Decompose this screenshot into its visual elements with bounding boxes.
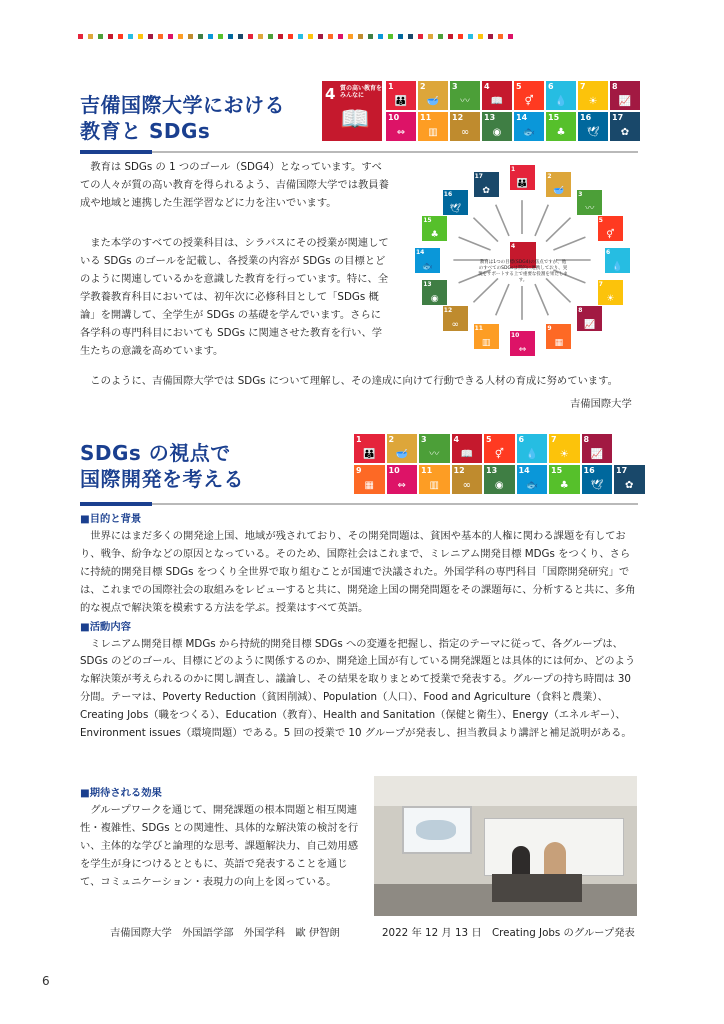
sdg-goal-tile <box>610 112 640 141</box>
projector-screen <box>402 806 472 854</box>
flower-icon: ✿ <box>625 480 634 491</box>
sdg-goal-tile <box>582 465 613 494</box>
sdg-goal-tile <box>452 434 483 463</box>
sdg-goal-number: 2 <box>388 435 395 444</box>
sdg-goal-number: 17 <box>616 466 628 475</box>
city-icon: ▥ <box>481 338 491 349</box>
body-effects: グループワークを通じて、開発課題の根本問題と相互関連性・複雑性、SDGs との関連性、具体的な解決策の検討を行い、主体的な学びと論理的な思考、課題解決力、自己効用感を学生が身につけるとともに、英語で発表することを通じて、コミュニケーション・表現力の向上を図っている。 <box>80 804 359 888</box>
diagram-arrow <box>459 237 491 250</box>
sdg-goal-number: 17 <box>612 113 624 122</box>
diagram-goal-tile <box>474 172 499 197</box>
flower-icon: ✿ <box>482 185 490 196</box>
color-dot <box>88 34 93 39</box>
eye-icon: ◉ <box>430 293 439 304</box>
sdg-goal-number: 3 <box>421 435 427 444</box>
fish-icon: 🐟 <box>525 480 538 491</box>
sdg-circle-diagram <box>402 160 638 368</box>
diagram-goal-number: 7 <box>598 280 603 288</box>
diagram-arrow <box>473 218 497 242</box>
city-icon: ▥ <box>428 127 438 138</box>
diagram-goal-number: 1 <box>511 166 516 174</box>
diagram-goal-number: 13 <box>423 280 432 288</box>
sdg-goal-tile <box>578 112 608 141</box>
color-dot <box>138 34 143 39</box>
sdg-goal-number: 1 <box>388 82 394 91</box>
sun-icon: ☀ <box>588 96 598 107</box>
diagram-goal-number: 12 <box>443 307 453 315</box>
dove-icon: 🕊 <box>449 203 461 214</box>
section1-paragraph3: このように、吉備国際大学では SDGs について理解し、その達成に向けて行動できる人材の育成に努めています。 <box>90 375 618 387</box>
diagram-arrow <box>535 284 548 315</box>
color-dot <box>388 34 393 39</box>
tree-icon: ♣ <box>559 480 569 491</box>
color-dot <box>408 34 413 39</box>
color-dot <box>468 34 473 39</box>
diagram-goal-tile <box>577 190 602 215</box>
color-dot <box>228 34 233 39</box>
diagram-goal-tile <box>443 306 468 331</box>
sdg-goal-number: 14 <box>518 466 530 475</box>
sdg-goal-tile <box>419 434 450 463</box>
color-dot <box>488 34 493 39</box>
lectern-desk <box>492 874 582 902</box>
blocks-icon: ▦ <box>364 480 374 491</box>
heading-effects: ■期待される効果 <box>80 787 162 799</box>
bowl-icon: 🥣 <box>553 185 565 196</box>
heading-activities: ■活動内容 <box>80 620 131 633</box>
diagram-goal-number: 6 <box>606 249 611 256</box>
sun-icon: ☀ <box>559 449 569 460</box>
color-dot <box>378 34 383 39</box>
body-purpose: 世界にはまだ多くの開発途上国、地域が残されており、その開発問題は、貧困や基本的人権に関わる課題を有しており、戦争、紛争などの原因となっている。そのため、国際社会はこれまで、ミレニアム開発目標 MDGs をつくり、さらに持続的開発目標 SDGs をつくり全世界で取り組むことが国連で決議された。外国学科の専門科目「国際開発研究」では、これまでの国際社会の取組みをレビューすると共に、開発途上国の開発問題をその課題毎に、分析すると共に、多角的な視点で解決策を模索する方法を学ぶ。授業はすべて英語。 <box>80 530 636 614</box>
sdg-goal-number: 7 <box>551 435 557 444</box>
diagram-arrow <box>553 237 585 250</box>
eye-icon: ◉ <box>492 127 502 138</box>
color-dot <box>208 34 213 39</box>
tree-icon: ♣ <box>430 230 439 241</box>
section2-sdg-grid <box>354 434 645 494</box>
sdg-goal-tile <box>418 112 448 141</box>
sdg-goal-number: 12 <box>453 466 465 475</box>
color-dot <box>318 34 323 39</box>
sdg-goal-tile <box>549 465 580 494</box>
book-icon: 📖 <box>340 105 370 133</box>
sdg-goal-tile <box>386 112 416 141</box>
diagram-goal-tile <box>546 172 571 197</box>
sdg-color-dots <box>78 34 513 39</box>
sdg-goal-tile <box>549 434 580 463</box>
diagram-goal-tile <box>598 216 623 241</box>
sun-icon: ☀ <box>606 293 615 304</box>
section2-credit: 吉備国際大学 外国語学部 外国学科 歐 伊智朗 <box>110 927 340 939</box>
color-dot <box>458 34 463 39</box>
people-icon: 👪 <box>516 179 529 190</box>
color-dot <box>508 34 513 39</box>
sdg-goal-tile <box>610 81 640 110</box>
flower-icon: ✿ <box>620 127 630 138</box>
color-dot <box>358 34 363 39</box>
diagram-goal-tile <box>510 331 535 356</box>
diagram-goal-number: 11 <box>474 325 483 333</box>
sdg-goal-tile <box>546 81 576 110</box>
featured-goal-label: 質の高い教育を みんなに <box>340 85 383 99</box>
bowl-icon: 🥣 <box>426 96 440 107</box>
diagram-goal-number: 16 <box>443 190 453 198</box>
color-dot <box>268 34 273 39</box>
color-dot <box>438 34 443 39</box>
sdg-goal-number: 2 <box>420 82 426 91</box>
equal-icon: ⇔ <box>397 480 406 491</box>
sdg-goal-tile <box>419 465 450 494</box>
diagram-goal-tile <box>510 165 535 190</box>
diagram-arrow <box>535 205 548 236</box>
diagram-goal-tile <box>422 280 447 305</box>
sdg-goal-tile <box>517 434 548 463</box>
class-presentation-photo <box>374 776 637 916</box>
diagram-goal-number: 9 <box>547 325 552 333</box>
color-dot <box>98 34 103 39</box>
sdg-goal-number: 10 <box>388 466 400 475</box>
sdg-goal-number: 11 <box>420 113 432 122</box>
sdg-goal-number: 7 <box>580 82 586 91</box>
sdg-goal-number: 6 <box>518 435 525 444</box>
sdg-goal-number: 1 <box>356 435 362 444</box>
diagram-goal-number: 17 <box>474 172 483 180</box>
diagram-goal-tile <box>422 216 447 241</box>
diagram-goal-number: 8 <box>578 307 583 315</box>
diagram-goal-number: 15 <box>423 217 432 225</box>
sdg-goal-number: 15 <box>548 113 560 122</box>
heartbeat-icon: 〰 <box>429 449 440 460</box>
sdg-goal-number: 6 <box>548 82 554 91</box>
color-dot <box>108 34 113 39</box>
fish-icon: 🐟 <box>421 262 434 272</box>
city-icon: ▥ <box>429 480 439 491</box>
color-dot <box>348 34 353 39</box>
diagram-arrow <box>546 218 570 242</box>
photo-caption: 2022 年 12 月 13 日 Creating Jobs のグループ発表 <box>382 927 635 939</box>
sdg-goal-number: 4 <box>484 82 490 91</box>
section1-sdg-banner <box>322 81 638 141</box>
color-dot <box>448 34 453 39</box>
page-number: 6 <box>42 974 50 988</box>
sdg-goal-tile <box>354 465 385 494</box>
diagram-goal-number: 2 <box>547 172 552 180</box>
water-icon: 💧 <box>611 262 624 272</box>
sdg-goal-tile <box>452 465 483 494</box>
section2-underline <box>80 503 638 505</box>
diagram-goal-number: 5 <box>598 217 603 225</box>
growth-icon: 📈 <box>584 320 596 331</box>
infinity-icon: ∞ <box>462 480 471 491</box>
growth-icon: 📈 <box>590 449 603 460</box>
gender-icon: ⚥ <box>524 96 534 107</box>
color-dot <box>188 34 193 39</box>
color-dot <box>118 34 123 39</box>
sdg-goal-number: 15 <box>551 466 563 475</box>
bowl-icon: 🥣 <box>395 449 408 460</box>
color-dot <box>238 34 243 39</box>
body-activities: ミレニアム開発目標 MDGs から持続的開発目標 SDGs への変遷を把握し、指定のテーマに従って、各グループは、SDGs のどのゴール、目標にどのように関係するのか、開発途上国が有している開発課題とは具体的には何か、どのような解決策が考えられるのかに関し調査し、議論し、その結果を取りまとめて授業で発表する。グループの持ち時間は 30 分間。テーマは、Poverty Reduction（貧困削減）、Population（人口）、Food and Agriculture（食料と農業）、Creating Jobs（職をつくる）、Education（教育）、Health and Sanitation（保健と衛生）、Energy（エネルギー）、Environment issues（環境問題）である。5 回の授業で 10 グループが発表し、担当教員より講評と補足説明がある。 <box>80 637 636 740</box>
sdg-goal-tile <box>517 465 548 494</box>
section1-credit: 吉備国際大学 <box>570 398 632 410</box>
sdg-goal-number: 10 <box>388 113 400 122</box>
color-dot <box>168 34 173 39</box>
eye-icon: ◉ <box>494 480 504 491</box>
sdg-goal-number: 5 <box>486 435 492 444</box>
section1-paragraph1: 教育は SDGs の 1 つのゴール（SDG4）となっています。すべての人々が質の高い教育を得られるよう、吉備国際大学では教員養成や地域と連携した生涯学習などに力を注いでいます。 <box>80 161 389 209</box>
sdg-goal-tile <box>482 81 512 110</box>
gender-icon: ⚥ <box>606 230 615 241</box>
sdg-goal-tile <box>514 81 544 110</box>
color-dot <box>178 34 183 39</box>
heartbeat-icon: 〰 <box>585 203 595 214</box>
diagram-goal-tile <box>474 324 499 349</box>
sdg-goal-number: 8 <box>612 82 618 91</box>
gender-icon: ⚥ <box>494 449 504 460</box>
sdg-goal-number: 3 <box>452 82 458 91</box>
diagram-goal-tile <box>546 324 571 349</box>
sdg-goal-tile <box>582 434 613 463</box>
diagram-goal-number: 10 <box>511 331 520 339</box>
diagram-goal-number: 3 <box>578 190 583 198</box>
section1-paragraph2: また本学のすべての授業科目は、シラバスにその授業が関連している SDGs のゴールを記載し、各授業の内容が SDGs の目標とどのように関連しているかを意識した教育を行っています。特に、全学教養教育科目においては、初年次に必修科目として「SDGs 概論」を開講して、全学生が SDGs の基礎を学んでいます。さらに各学科の専門科目においても SDGs に関連させた教育を行い、学生たちの意識を高めています。 <box>80 237 389 357</box>
heading-purpose: ■目的と背景 <box>80 513 142 525</box>
diagram-goal-tile <box>443 190 468 215</box>
color-dot <box>418 34 423 39</box>
color-dot <box>428 34 433 39</box>
sdg-goal-tile <box>514 112 544 141</box>
color-dot <box>338 34 343 39</box>
diagram-center-goal: 4 <box>510 242 536 268</box>
sdg-goal-number: 13 <box>486 466 498 475</box>
sdg-goal-number: 8 <box>583 435 590 444</box>
growth-icon: 📈 <box>618 96 632 107</box>
color-dot <box>288 34 293 39</box>
sdg-goal-number: 12 <box>452 113 464 122</box>
color-dot <box>398 34 403 39</box>
sdg-goal-tile <box>450 81 480 110</box>
sdg-goal-number: 5 <box>516 82 522 91</box>
sdg-goal-number: 9 <box>356 466 362 475</box>
diagram-goal-number: 14 <box>415 249 425 256</box>
diagram-goal-tile <box>415 248 440 273</box>
sdg-goal-tile <box>546 112 576 141</box>
sdg-goal-number: 13 <box>484 113 496 122</box>
sdg-goal-tile <box>387 434 418 463</box>
section1-underline <box>80 151 638 153</box>
color-dot <box>368 34 373 39</box>
sdg-goal-tile <box>450 112 480 141</box>
sdg-goal-tile <box>354 434 385 463</box>
diagram-goal-tile <box>577 306 602 331</box>
color-dot <box>308 34 313 39</box>
sdg-goal-tile <box>387 465 418 494</box>
diagram-center-text: 教育は1つの目標(SDG4)の焦点ですが、他のすべてのSDGsは質的に連携しており、実現をサポートする上で重要な役割を果たします。 <box>478 260 568 283</box>
sdg-goal-number: 4 <box>453 435 460 444</box>
featured-goal-tile <box>322 81 382 141</box>
section1-title-line1: 吉備国際大学における <box>80 93 285 117</box>
diagram-arrow <box>496 284 509 315</box>
sdg-goal-tile <box>484 434 515 463</box>
diagram-arrow <box>496 205 509 236</box>
sdg-goal-number: 14 <box>516 113 528 122</box>
color-dot <box>248 34 253 39</box>
blocks-icon: ▦ <box>554 338 564 349</box>
sdg-goal-tile <box>386 81 416 110</box>
section2-title-line2: 国際開発を考える <box>80 467 244 491</box>
color-dot <box>198 34 203 39</box>
heartbeat-icon: 〰 <box>460 96 470 107</box>
section2-title <box>80 440 244 492</box>
equal-icon: ⇔ <box>396 127 406 138</box>
color-dot <box>78 34 83 39</box>
sdg-goal-tile <box>484 465 515 494</box>
sdg-goal-tile <box>482 112 512 141</box>
people-icon: 👪 <box>363 449 376 460</box>
color-dot <box>328 34 333 39</box>
section2-effects <box>80 784 362 892</box>
dove-icon: 🕊 <box>586 127 600 138</box>
water-icon: 💧 <box>554 96 568 107</box>
infinity-icon: ∞ <box>451 320 460 331</box>
sdg-goal-number: 16 <box>580 113 592 122</box>
diagram-goal-tile <box>598 280 623 305</box>
color-dot <box>298 34 303 39</box>
color-dot <box>498 34 503 39</box>
featured-goal-number: 4 <box>325 85 336 103</box>
section1-title <box>80 92 285 144</box>
book-icon: 📖 <box>460 449 473 460</box>
fish-icon: 🐟 <box>522 127 536 138</box>
color-dot <box>218 34 223 39</box>
equal-icon: ⇔ <box>518 344 527 355</box>
sdg-goal-tile <box>418 81 448 110</box>
book-icon: 📖 <box>490 96 504 107</box>
tree-icon: ♣ <box>556 127 566 138</box>
section1-title-line2: 教育と SDGs <box>80 119 211 143</box>
color-dot <box>278 34 283 39</box>
sdg-goal-tile <box>578 81 608 110</box>
dove-icon: 🕊 <box>590 480 604 491</box>
sdg-goal-number: 11 <box>421 466 433 475</box>
people-icon: 👪 <box>394 96 408 107</box>
color-dot <box>478 34 483 39</box>
color-dot <box>128 34 133 39</box>
color-dot <box>148 34 153 39</box>
color-dot <box>258 34 263 39</box>
section2-title-line1: SDGs の視点で <box>80 441 231 465</box>
sdg-goal-number: 16 <box>583 466 595 475</box>
infinity-icon: ∞ <box>460 127 470 138</box>
water-icon: 💧 <box>525 449 538 460</box>
sdg-goal-tile <box>614 465 645 494</box>
diagram-goal-tile <box>605 248 630 273</box>
color-dot <box>158 34 163 39</box>
grid-spacer <box>614 434 645 463</box>
section2-body <box>80 510 640 743</box>
section1-sdg-grid <box>386 81 640 141</box>
